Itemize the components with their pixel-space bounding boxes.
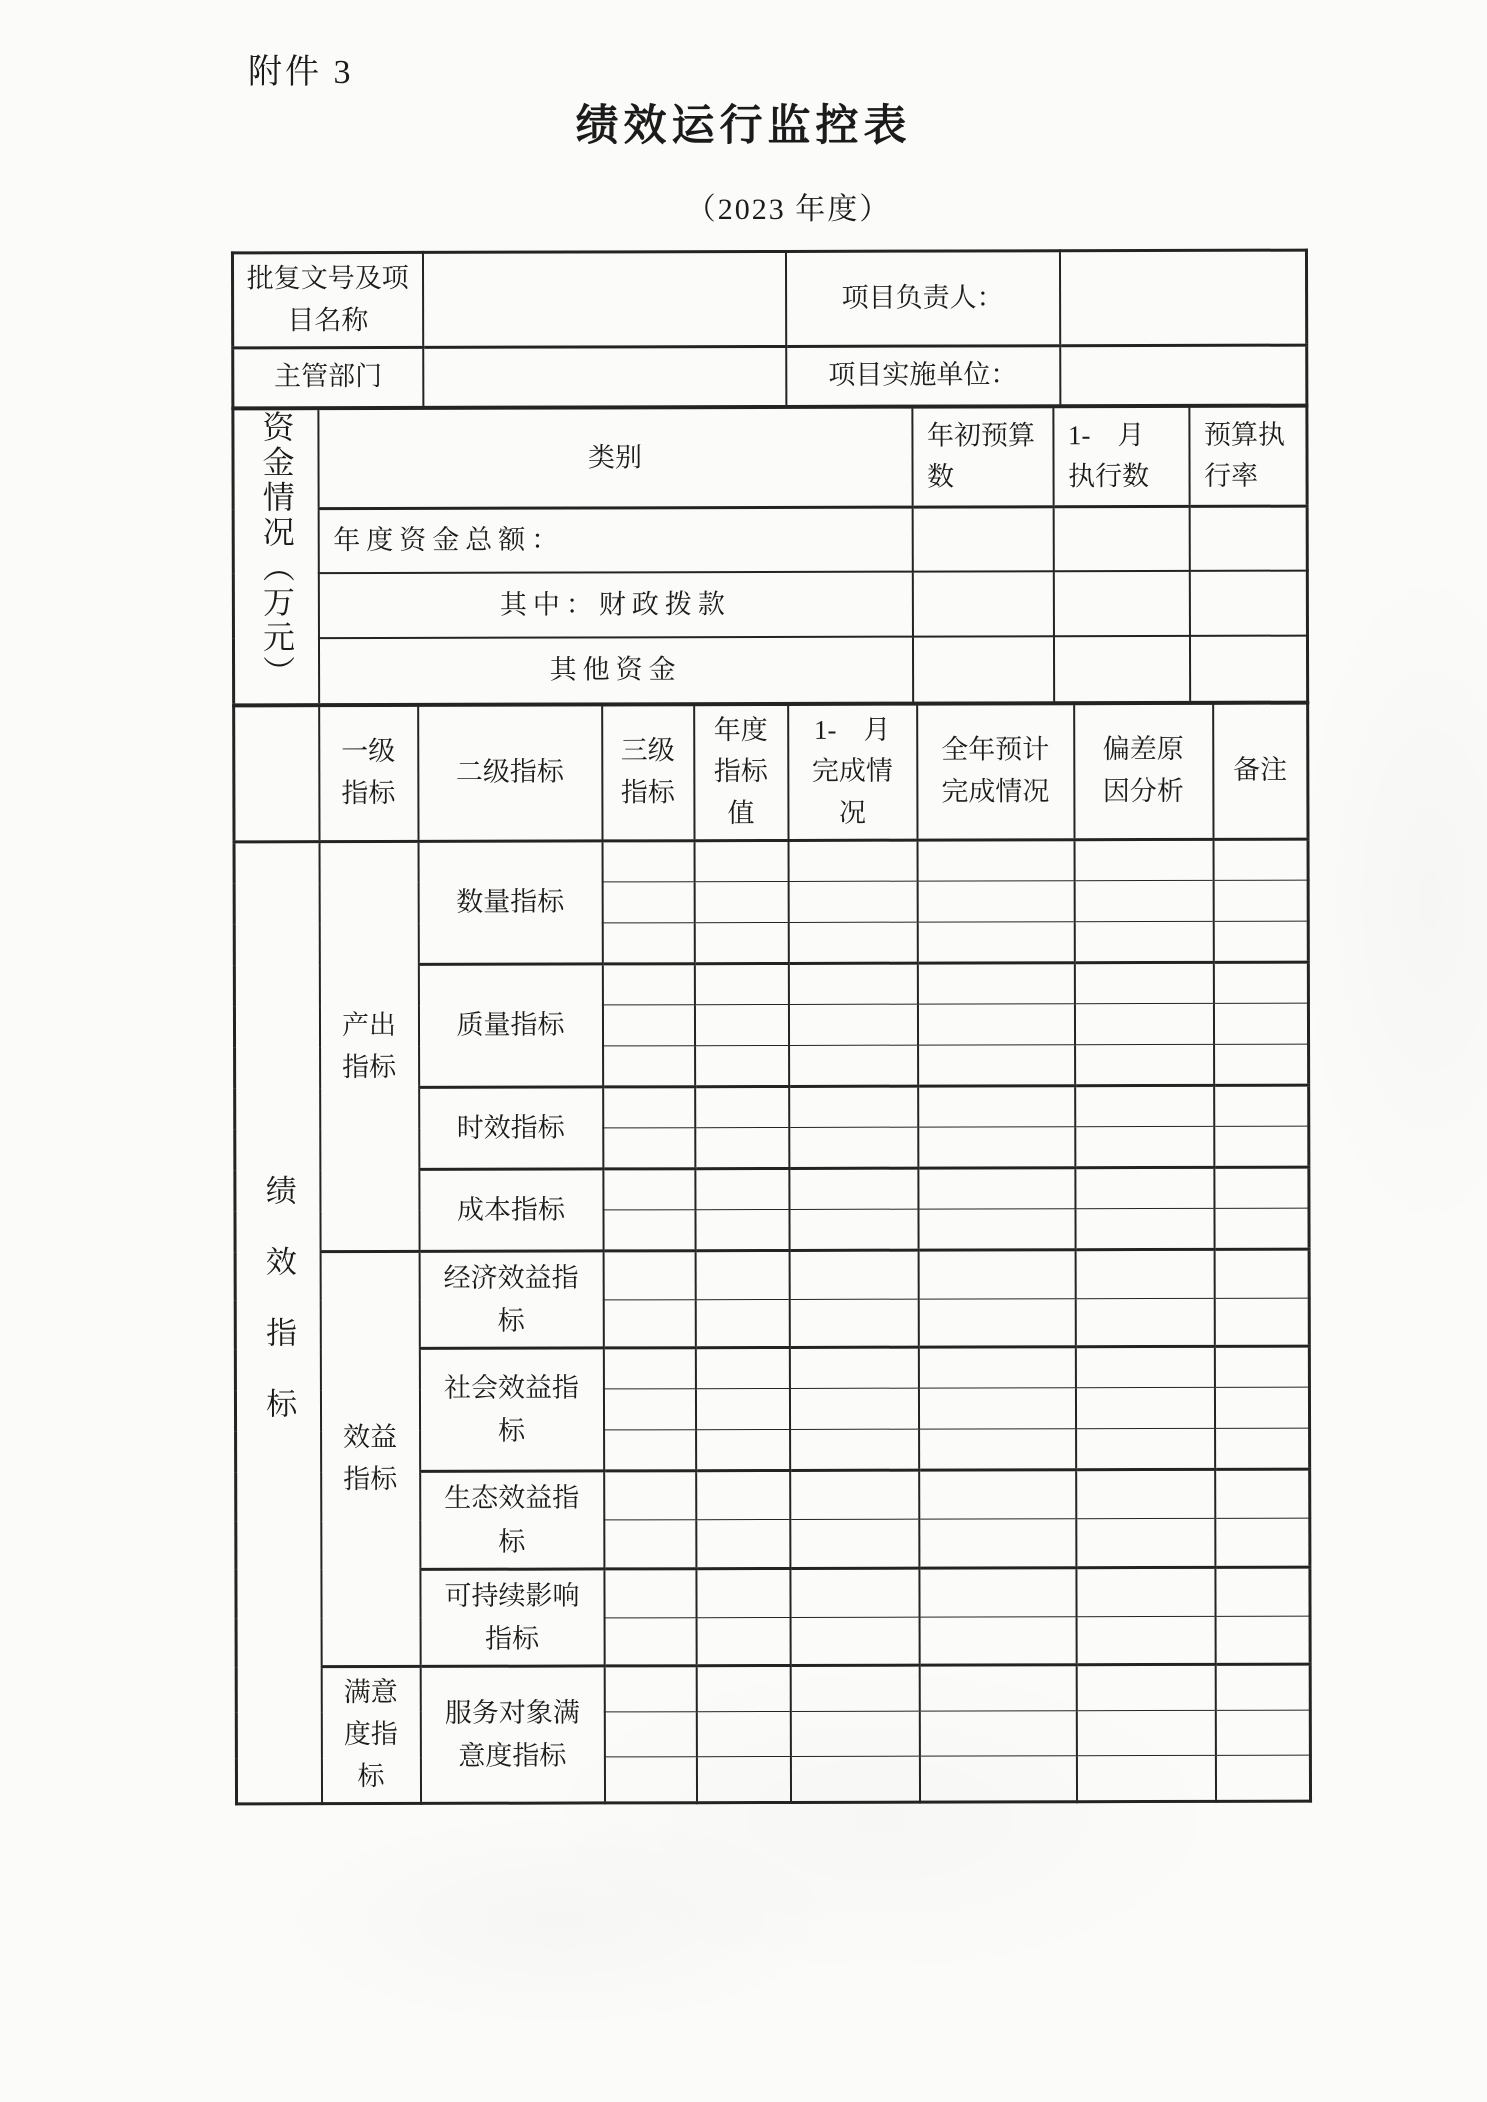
indicator-value-cell — [788, 963, 917, 1004]
indicator-value-cell — [789, 1127, 918, 1168]
indicator-value-cell — [918, 1168, 1075, 1209]
level1-indicator-header: 一级 指标 — [319, 705, 418, 842]
indicator-value-cell — [919, 1519, 1076, 1568]
indicator-value-cell — [917, 1004, 1074, 1045]
indicator-value-cell — [789, 1045, 918, 1086]
indicator-value-cell — [917, 881, 1074, 922]
level2-indicator-label: 服务对象满 意度指标 — [420, 1666, 604, 1803]
indicator-value-cell — [694, 841, 788, 882]
indicator-value-cell — [1074, 880, 1213, 921]
indicator-value-cell — [919, 1616, 1076, 1665]
indicator-value-cell — [918, 1250, 1075, 1299]
page-title: 绩效运行监控表 — [575, 103, 912, 150]
supervising-department-label: 主管部门 — [233, 347, 423, 407]
indicator-value-cell — [789, 1086, 918, 1127]
indicator-value-cell — [1215, 1710, 1310, 1756]
indicator-value-cell — [1214, 1126, 1309, 1167]
indicator-value-cell — [790, 1519, 919, 1568]
indicator-value-cell — [694, 923, 788, 964]
indicator-value-cell — [919, 1710, 1076, 1756]
month-execution-header: 1- 月 执行数 — [1053, 406, 1189, 507]
indicator-value-cell — [1075, 1388, 1214, 1429]
indicator-value-cell — [789, 1299, 918, 1348]
indicator-value-cell — [1213, 1003, 1308, 1044]
indicator-value-cell — [695, 1389, 789, 1430]
page-subtitle: （2023 年度） — [685, 193, 892, 226]
indicator-value-cell — [694, 1005, 788, 1046]
indicator-value-cell — [1213, 880, 1308, 921]
indicator-value-cell — [1075, 1167, 1214, 1208]
indicator-value-cell — [1214, 1167, 1309, 1208]
indicator-value-cell — [602, 964, 694, 1005]
indicator-value-cell — [1074, 1003, 1213, 1044]
level2-indicator-label: 时效指标 — [419, 1087, 603, 1169]
indicator-value-cell — [1076, 1665, 1215, 1711]
table-row — [233, 636, 1307, 705]
indicator-value-cell — [603, 1210, 695, 1251]
table-row — [233, 345, 1307, 408]
indicator-value-cell — [696, 1617, 790, 1666]
indicator-value-cell — [918, 1209, 1075, 1250]
indicator-value-cell — [695, 1251, 789, 1300]
indicator-value-cell — [1076, 1616, 1215, 1665]
indicator-value-cell — [1215, 1518, 1310, 1567]
indicator-header-row — [234, 703, 1308, 842]
performance-indicator-side-label — [234, 842, 322, 1804]
indicator-value-cell — [603, 1169, 695, 1210]
indicator-value-cell — [695, 1299, 789, 1348]
indicator-value-cell — [1075, 1126, 1214, 1167]
budget-value-cell — [912, 507, 1053, 572]
indicator-value-cell — [604, 1569, 696, 1618]
remarks-header: 备注 — [1213, 703, 1308, 840]
indicator-value-cell — [604, 1757, 696, 1803]
indicator-value-cell — [602, 882, 694, 923]
budget-value-cell — [912, 572, 1053, 637]
indicator-value-cell — [1076, 1429, 1215, 1470]
table-row — [233, 571, 1307, 639]
level2-indicator-label: 社会效益指 标 — [419, 1348, 603, 1471]
indicator-value-cell — [789, 1168, 918, 1209]
form-table — [231, 249, 1309, 1806]
project-info-table — [231, 249, 1308, 410]
indicator-value-cell — [1075, 1085, 1214, 1126]
indicator-value-cell — [789, 1250, 918, 1299]
indicator-value-cell — [696, 1666, 790, 1712]
indicator-value-cell — [1076, 1710, 1215, 1756]
table-row — [232, 250, 1306, 347]
budget-value-cell — [1189, 506, 1307, 571]
implementing-unit-value-cell — [1060, 345, 1307, 406]
indicator-value-cell — [694, 882, 788, 923]
indicator-value-cell — [1074, 962, 1213, 1003]
indicator-value-cell — [788, 840, 917, 881]
indicator-value-cell — [694, 964, 788, 1005]
indicator-value-cell — [919, 1568, 1076, 1617]
approval-doc-name-value-cell — [422, 251, 785, 347]
indicator-value-cell — [918, 1127, 1075, 1168]
deviation-analysis-header: 偏差原 因分析 — [1074, 703, 1213, 840]
fiscal-appropriation-label: 其中：财政拨款 — [318, 572, 912, 638]
indicator-value-cell — [918, 1388, 1075, 1429]
indicator-value-cell — [1214, 1085, 1309, 1126]
indicator-value-cell — [788, 1004, 917, 1045]
indicator-value-cell — [790, 1711, 919, 1757]
indicator-value-cell — [1075, 1298, 1214, 1347]
level1-indicator-label: 满意 度指 标 — [321, 1667, 420, 1804]
approval-doc-name-label: 批复文号及项 目名称 — [232, 252, 422, 347]
indicator-value-cell — [919, 1665, 1076, 1711]
level2-indicator-label: 经济效益指 标 — [419, 1251, 603, 1349]
funds-table — [231, 404, 1309, 706]
indicator-value-cell — [917, 840, 1074, 881]
indicator-value-cell — [918, 1086, 1075, 1127]
indicator-value-cell — [1075, 1347, 1214, 1388]
indicator-value-cell — [695, 1128, 789, 1169]
indicator-value-cell — [603, 1299, 695, 1348]
indicator-value-cell — [1074, 921, 1213, 962]
level3-indicator-header: 三级 指标 — [602, 704, 694, 841]
category-header: 类别 — [318, 407, 912, 509]
funds-side-label-text: 资金情况（万元） — [258, 409, 296, 691]
indicator-value-cell — [603, 1128, 695, 1169]
indicator-value-cell — [604, 1666, 696, 1712]
indicator-value-cell — [1074, 839, 1213, 880]
indicator-value-cell — [918, 1045, 1075, 1086]
indicator-value-cell — [1214, 1347, 1309, 1388]
performance-indicator-table — [232, 701, 1312, 1805]
funds-side-label — [233, 408, 319, 704]
project-leader-label: 项目负责人： — [785, 251, 1059, 346]
budget-value-cell — [912, 636, 1053, 702]
indicator-value-cell — [602, 923, 694, 964]
budget-value-cell — [1053, 507, 1189, 572]
supervising-department-value-cell — [423, 346, 786, 407]
indicator-value-cell — [1214, 1208, 1309, 1249]
indicator-value-cell — [604, 1471, 696, 1520]
indicator-value-cell — [1076, 1756, 1215, 1802]
indicator-value-cell — [695, 1348, 789, 1389]
annual-funds-total-label: 年度资金总额： — [318, 507, 912, 573]
indicator-value-cell — [790, 1471, 919, 1520]
indicator-value-cell — [1213, 962, 1308, 1003]
performance-indicator-side-label-text: 绩效指标 — [260, 1174, 297, 1459]
indicator-sub-row — [236, 1664, 1310, 1712]
indicator-value-cell — [695, 1210, 789, 1251]
indicator-value-cell — [918, 1298, 1075, 1347]
attachment-label: 附件 3 — [248, 54, 354, 91]
indicator-value-cell — [919, 1470, 1076, 1519]
level2-indicator-label: 数量指标 — [418, 841, 602, 964]
indicator-value-cell — [604, 1430, 696, 1471]
indicator-value-cell — [1214, 1388, 1309, 1429]
indicator-value-cell — [790, 1665, 919, 1711]
indicator-value-cell — [1075, 1208, 1214, 1249]
indicator-value-cell — [919, 1756, 1076, 1802]
indicator-value-cell — [1214, 1298, 1309, 1347]
project-leader-value-cell — [1059, 250, 1306, 345]
indicator-value-cell — [788, 881, 917, 922]
indicator-value-cell — [603, 1087, 695, 1128]
indicator-value-cell — [790, 1756, 919, 1802]
indicator-value-cell — [1215, 1567, 1310, 1616]
indicator-value-cell — [1215, 1470, 1310, 1519]
indicator-value-cell — [1215, 1664, 1310, 1710]
indicator-value-cell — [917, 922, 1074, 963]
budget-value-cell — [1189, 571, 1307, 636]
indicator-value-cell — [1075, 1044, 1214, 1085]
initial-budget-header: 年初预算 数 — [912, 406, 1053, 507]
indicator-value-cell — [602, 1005, 694, 1046]
indicator-value-cell — [696, 1430, 790, 1471]
indicator-value-cell — [788, 922, 917, 963]
indicator-value-cell — [1076, 1518, 1215, 1567]
indicator-value-cell — [696, 1568, 790, 1617]
indicator-value-cell — [1215, 1616, 1310, 1665]
indicator-value-cell — [790, 1568, 919, 1617]
level2-indicator-label: 成本指标 — [419, 1169, 603, 1251]
level2-indicator-label: 可持续影响 指标 — [420, 1569, 604, 1667]
level2-indicator-header: 二级指标 — [418, 704, 602, 841]
indicator-value-cell — [790, 1617, 919, 1666]
indicator-value-cell — [603, 1348, 695, 1389]
indicator-value-cell — [1213, 921, 1308, 962]
indicator-value-cell — [603, 1251, 695, 1300]
indicator-value-cell — [696, 1520, 790, 1569]
indicator-value-cell — [1215, 1755, 1310, 1801]
implementing-unit-label: 项目实施单位： — [786, 345, 1060, 406]
indicator-value-cell — [789, 1209, 918, 1250]
indicator-value-cell — [695, 1169, 789, 1210]
indicator-value-cell — [696, 1711, 790, 1757]
indicator-value-cell — [604, 1520, 696, 1569]
header-spacer-cell — [234, 705, 319, 842]
indicator-value-cell — [918, 1347, 1075, 1388]
budget-execution-rate-header: 预算执 行率 — [1189, 406, 1307, 507]
indicator-value-cell — [696, 1757, 790, 1803]
level1-indicator-label: 效益 指标 — [320, 1251, 420, 1666]
level2-indicator-label: 生态效益指 标 — [420, 1471, 604, 1569]
budget-value-cell — [1053, 636, 1189, 702]
budget-value-cell — [1053, 571, 1189, 636]
indicator-value-cell — [696, 1471, 790, 1520]
level2-indicator-label: 质量指标 — [418, 964, 602, 1087]
level1-indicator-label: 产出 指标 — [319, 841, 419, 1251]
indicator-value-cell — [695, 1087, 789, 1128]
annual-target-value-header: 年度 指标 值 — [694, 704, 788, 841]
indicator-value-cell — [603, 1046, 695, 1087]
annual-forecast-header: 全年预计 完成情况 — [917, 703, 1074, 840]
indicator-sub-row — [234, 839, 1308, 883]
indicator-value-cell — [789, 1348, 918, 1389]
table-row — [233, 506, 1307, 574]
indicator-value-cell — [790, 1430, 919, 1471]
indicator-value-cell — [1215, 1429, 1310, 1470]
indicator-value-cell — [604, 1617, 696, 1666]
indicator-value-cell — [1076, 1567, 1215, 1616]
indicator-value-cell — [789, 1389, 918, 1430]
indicator-value-cell — [1213, 839, 1308, 880]
table-row — [233, 406, 1307, 509]
indicator-value-cell — [1214, 1249, 1309, 1298]
indicator-value-cell — [695, 1046, 789, 1087]
indicator-value-cell — [603, 1389, 695, 1430]
indicator-sub-row — [235, 1249, 1309, 1300]
budget-value-cell — [1189, 636, 1307, 702]
indicator-value-cell — [1214, 1044, 1309, 1085]
indicator-value-cell — [919, 1429, 1076, 1470]
indicator-value-cell — [1075, 1249, 1214, 1298]
indicator-value-cell — [604, 1711, 696, 1757]
indicator-value-cell — [1076, 1470, 1215, 1519]
indicator-value-cell — [602, 841, 694, 882]
indicator-value-cell — [917, 963, 1074, 1004]
month-completion-header: 1- 月 完成情 况 — [788, 704, 917, 841]
other-funds-label: 其他资金 — [318, 637, 912, 704]
